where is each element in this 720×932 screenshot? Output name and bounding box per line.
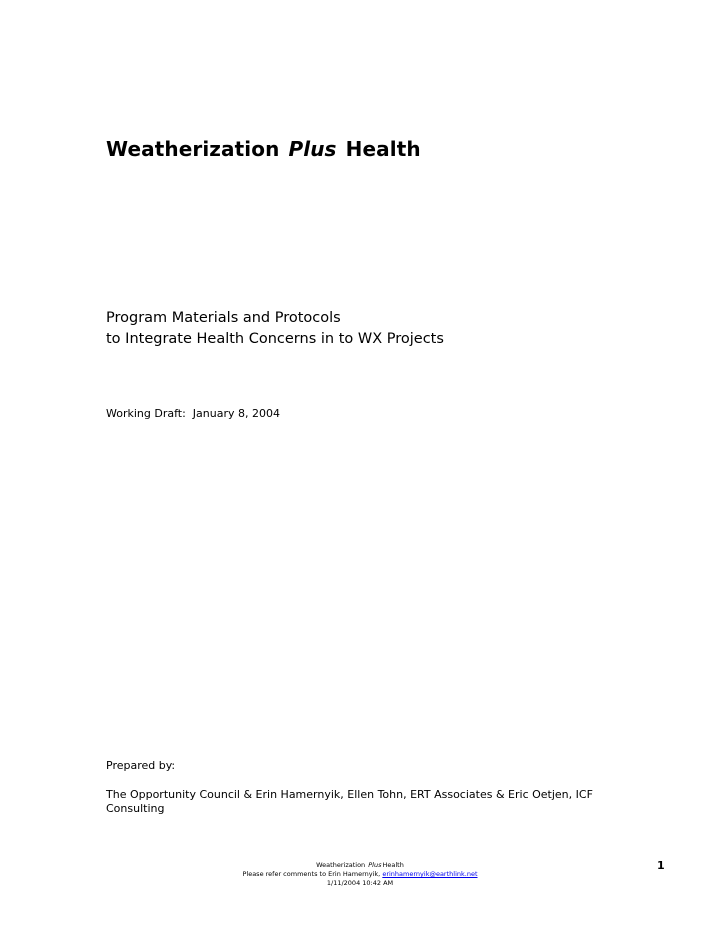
footer-title-health: Health xyxy=(382,861,404,869)
working-draft-date: Working Draft: January 8, 2004 xyxy=(106,407,280,420)
title-weatherization: Weatherization xyxy=(106,137,280,161)
page-number: 1 xyxy=(657,859,665,872)
footer-email-link[interactable]: erinhamernyik@earthlink.net xyxy=(382,870,478,878)
footer-comments-line xyxy=(0,870,720,879)
title-plus: Plus xyxy=(288,137,337,161)
footer-title-plus: Plus xyxy=(368,861,382,869)
footer-title-weatherization: Weatherization xyxy=(316,861,366,869)
subtitle-line-1: Program Materials and Protocols xyxy=(106,310,341,326)
subtitle-line-2: to Integrate Health Concerns in to WX Projects xyxy=(106,331,444,347)
document-title xyxy=(106,137,421,161)
page-footer xyxy=(0,861,720,888)
footer-timestamp: 1/11/2004 10:42 AM xyxy=(326,879,394,887)
footer-title xyxy=(0,861,720,870)
document-subtitle xyxy=(106,308,444,350)
prepared-by-label: Prepared by: xyxy=(106,759,176,772)
prepared-by-names: The Opportunity Council & Erin Hamernyik, Ellen Tohn, ERT Associates & Eric Oetjen, ICF Consulting xyxy=(106,788,593,815)
footer-comments-text: Please refer comments to Erin Hamernyik, xyxy=(242,870,381,878)
title-health: Health xyxy=(345,137,421,161)
